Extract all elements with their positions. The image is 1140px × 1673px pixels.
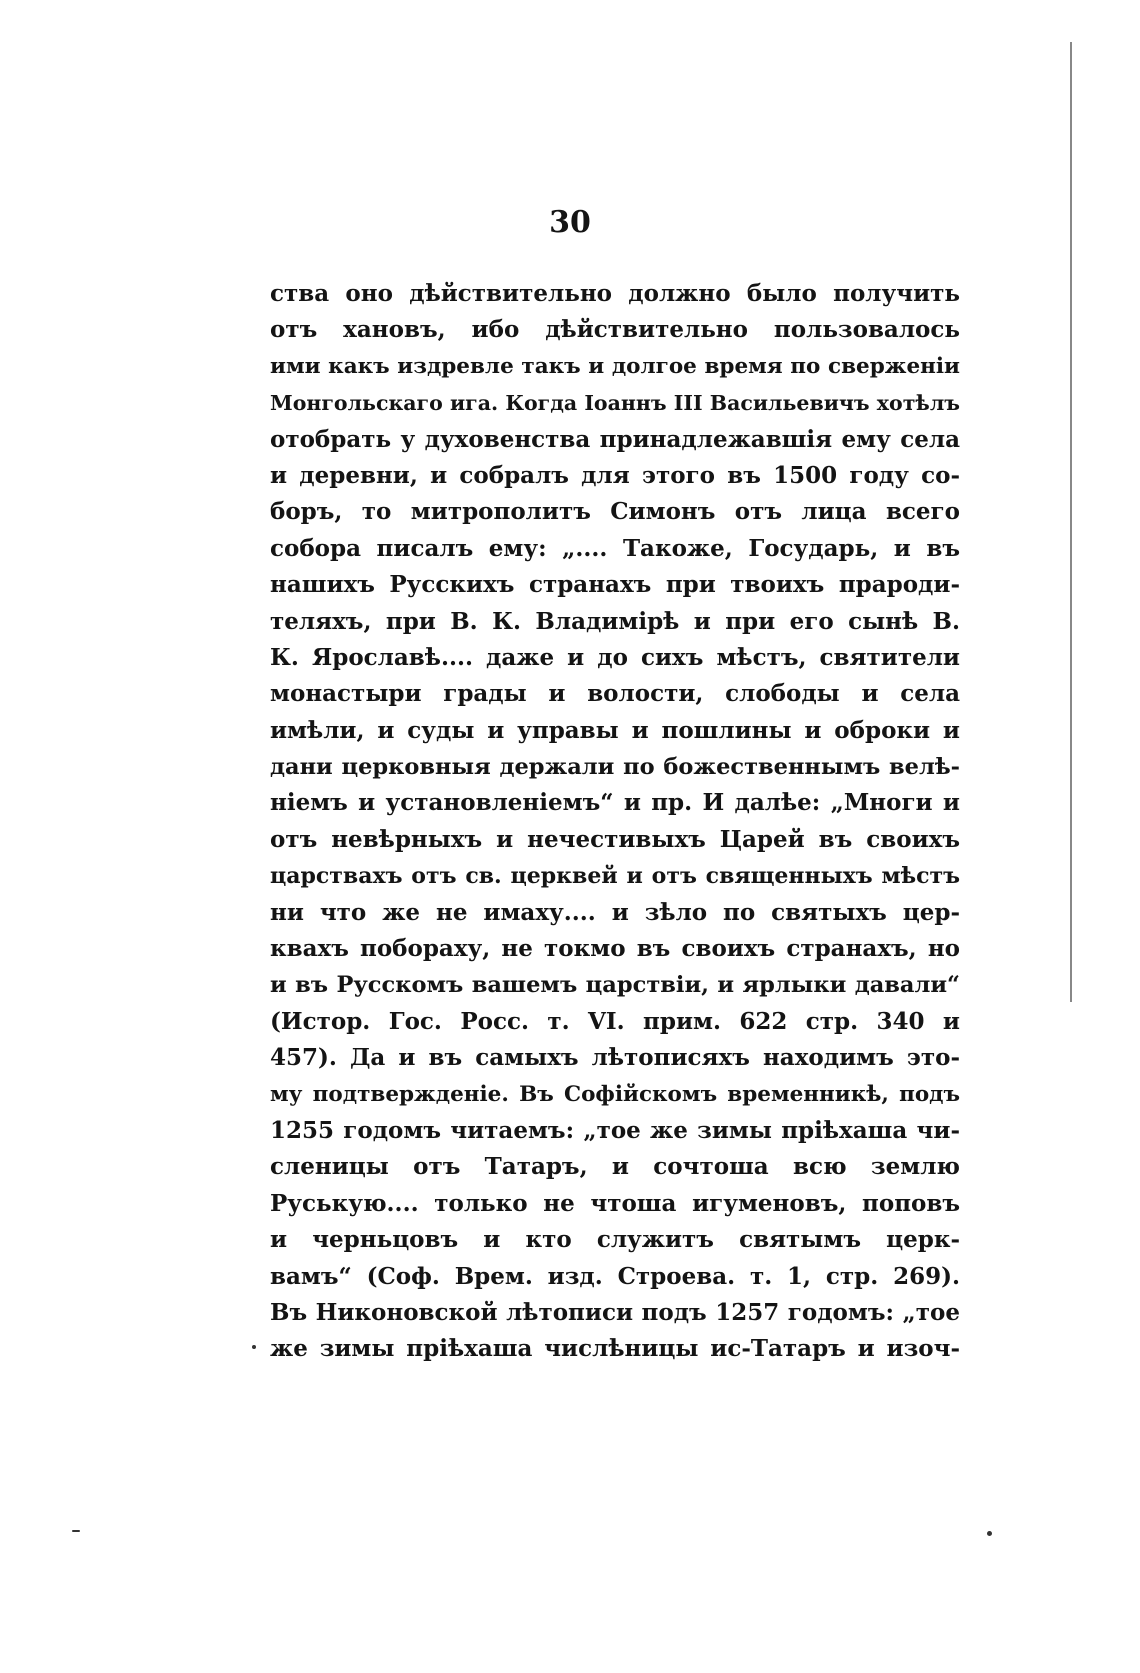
text-line: и въ Русскомъ вашемъ царствіи, и ярлыки давали“ — [270, 972, 960, 999]
text-line: имѣли, и суды и управы и пошлины и оброки и — [270, 716, 960, 744]
text-line: и деревни, и собралъ для этого въ 1500 году со- — [270, 461, 960, 489]
text-line: ни что же не имаху.... и зѣло по святыхъ цер- — [270, 898, 960, 926]
text-line: К. Ярославѣ.... даже и до сихъ мѣстъ, святители — [270, 643, 960, 671]
text-line: (Истор. Гос. Росс. т. VI. прим. 622 стр. 340 и — [270, 1007, 960, 1035]
text-line: квахъ побораху, не токмо въ своихъ странахъ, но — [270, 935, 960, 963]
text-line: вамъ“ (Соф. Врем. изд. Строева. т. 1, стр. 269). — [270, 1262, 960, 1290]
text-line: теляхъ, при В. К. Владимірѣ и при его сынѣ В. — [270, 607, 960, 635]
page-number: 30 — [549, 205, 591, 240]
scan-speck — [252, 1345, 256, 1349]
text-line: и черньцовъ и кто служитъ святымъ церк- — [270, 1226, 960, 1254]
scan-speck — [987, 1531, 992, 1536]
text-line: же зимы пріѣхаша числѣницы ис-Татаръ и изоч- — [270, 1335, 960, 1363]
text-line: царствахъ отъ св. церквей и отъ священныхъ мѣстъ — [270, 863, 960, 890]
text-line: Монгольскаго ига. Когда Іоаннъ ІІІ Васильевичъ хотѣлъ — [270, 391, 960, 416]
text-line: отъ невѣрныхъ и нечестивыхъ Царей въ своихъ — [270, 825, 960, 853]
text-line: 1255 годомъ читаемъ: „тое же зимы пріѣхаша чи- — [270, 1116, 960, 1144]
text-line: отобрать у духовенства принадлежавшія ему села — [270, 425, 960, 453]
text-line: боръ, то митрополитъ Симонъ отъ лица всего — [270, 498, 960, 526]
text-line: сленицы отъ Татаръ, и сочтоша всю землю — [270, 1153, 960, 1181]
page-edge-rule — [1070, 42, 1072, 1002]
text-line: отъ хановъ, ибо дѣйствительно пользовалось — [270, 316, 960, 344]
text-line: собора писалъ ему: „.... Такоже, Государь, и въ — [270, 534, 960, 562]
text-line: Въ Никоновской лѣтописи подъ 1257 годомъ: „тое — [270, 1298, 960, 1326]
text-line: ства оно дѣйствительно должно было получить — [270, 280, 960, 307]
text-line: дани церковныя держали по божественнымъ велѣ- — [270, 754, 960, 781]
text-line: му подтвержденіе. Въ Софійскомъ временникѣ, подъ — [270, 1081, 960, 1107]
text-line: ими какъ издревле такъ и долгое время по сверженіи — [270, 353, 960, 379]
text-line: Руськую.... только не чтоша игуменовъ, поповъ — [270, 1189, 960, 1217]
body-text — [270, 276, 960, 1368]
text-line: монастыри грады и волости, слободы и села — [270, 680, 960, 708]
scan-speck — [72, 1530, 80, 1532]
text-line: нашихъ Русскихъ странахъ при твоихъ прароди- — [270, 571, 960, 599]
text-line: ніемъ и установленіемъ“ и пр. И далѣе: „Многи и — [270, 789, 960, 817]
text-line: 457). Да и въ самыхъ лѣтописяхъ находимъ это- — [270, 1044, 960, 1072]
